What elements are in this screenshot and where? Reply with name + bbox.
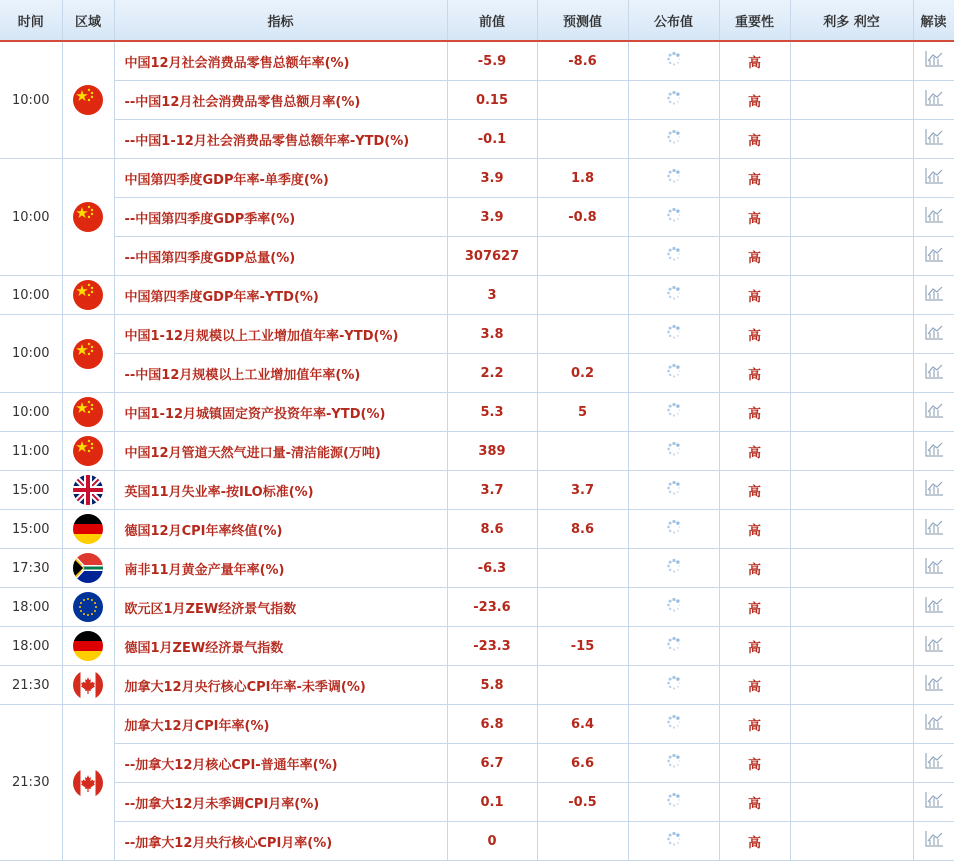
loading-spinner-icon (666, 129, 682, 149)
impact-cell (790, 549, 913, 588)
analysis-cell[interactable] (913, 237, 954, 276)
table-row (0, 276, 954, 315)
region-flag (62, 432, 114, 471)
actual-value (628, 237, 719, 276)
flag-cn-icon (73, 85, 103, 115)
loading-spinner-icon (666, 207, 682, 227)
previous-value: 3.9 (447, 159, 537, 198)
chart-analysis-icon[interactable] (924, 50, 944, 72)
loading-spinner-icon (666, 831, 682, 851)
actual-value (628, 432, 719, 471)
event-time: 10:00 (0, 41, 62, 159)
indicator-name[interactable]: 中国1-12月规模以上工业增加值年率-YTD(%) (114, 315, 447, 354)
analysis-cell[interactable] (913, 354, 954, 393)
indicator-name[interactable]: 加拿大12月CPI年率(%) (114, 705, 447, 744)
impact-cell (790, 588, 913, 627)
analysis-cell[interactable] (913, 159, 954, 198)
indicator-name[interactable]: --中国第四季度GDP季率(%) (114, 198, 447, 237)
event-time: 10:00 (0, 315, 62, 393)
chart-analysis-icon[interactable] (924, 323, 944, 345)
chart-analysis-icon[interactable] (924, 440, 944, 462)
analysis-cell[interactable] (913, 783, 954, 822)
loading-spinner-icon (666, 90, 682, 110)
indicator-name[interactable]: 德国12月CPI年率终值(%) (114, 510, 447, 549)
loading-spinner-icon (666, 480, 682, 500)
analysis-cell[interactable] (913, 81, 954, 120)
flag-de-icon (73, 514, 103, 544)
actual-value (628, 315, 719, 354)
chart-analysis-icon[interactable] (924, 791, 944, 813)
header-actual: 公布值 (628, 0, 719, 41)
importance-level: 高 (719, 159, 790, 198)
actual-value (628, 822, 719, 861)
chart-analysis-icon[interactable] (924, 713, 944, 735)
table-row (0, 354, 954, 393)
indicator-name[interactable]: 中国12月管道天然气进口量-清洁能源(万吨) (114, 432, 447, 471)
previous-value: -5.9 (447, 41, 537, 81)
chart-analysis-icon[interactable] (924, 830, 944, 852)
header-indicator: 指标 (114, 0, 447, 41)
impact-cell (790, 198, 913, 237)
forecast-value: 1.8 (537, 159, 628, 198)
forecast-value: -15 (537, 627, 628, 666)
event-time: 10:00 (0, 393, 62, 432)
previous-value: 6.8 (447, 705, 537, 744)
region-flag (62, 666, 114, 705)
flag-za-icon (73, 553, 103, 583)
indicator-name[interactable]: 德国1月ZEW经济景气指数 (114, 627, 447, 666)
chart-analysis-icon[interactable] (924, 206, 944, 228)
analysis-cell[interactable] (913, 432, 954, 471)
table-body (0, 41, 954, 861)
flag-cn-icon (73, 202, 103, 232)
flag-cn-icon (73, 436, 103, 466)
loading-spinner-icon (666, 636, 682, 656)
forecast-value: 3.7 (537, 471, 628, 510)
impact-cell (790, 276, 913, 315)
importance-level: 高 (719, 198, 790, 237)
actual-value (628, 198, 719, 237)
loading-spinner-icon (666, 519, 682, 539)
flag-ca-icon (73, 768, 103, 798)
loading-spinner-icon (666, 402, 682, 422)
previous-value: 2.2 (447, 354, 537, 393)
indicator-name[interactable]: --中国第四季度GDP总量(%) (114, 237, 447, 276)
indicator-name[interactable]: --加拿大12月央行核心CPI月率(%) (114, 822, 447, 861)
event-time: 10:00 (0, 159, 62, 276)
table-row (0, 549, 954, 588)
forecast-value (537, 315, 628, 354)
flag-uk-icon (73, 475, 103, 505)
table-row (0, 432, 954, 471)
region-flag (62, 41, 114, 159)
chart-analysis-icon[interactable] (924, 362, 944, 384)
indicator-name[interactable]: --加拿大12月核心CPI-普通年率(%) (114, 744, 447, 783)
loading-spinner-icon (666, 441, 682, 461)
table-row (0, 471, 954, 510)
impact-cell (790, 471, 913, 510)
previous-value: 8.6 (447, 510, 537, 549)
actual-value (628, 120, 719, 159)
forecast-value (537, 81, 628, 120)
impact-cell (790, 354, 913, 393)
impact-cell (790, 744, 913, 783)
flag-cn-icon (73, 397, 103, 427)
forecast-value (537, 276, 628, 315)
indicator-name[interactable]: 中国第四季度GDP年率-YTD(%) (114, 276, 447, 315)
analysis-cell[interactable] (913, 627, 954, 666)
loading-spinner-icon (666, 51, 682, 71)
forecast-value (537, 666, 628, 705)
table-row (0, 666, 954, 705)
importance-level: 高 (719, 627, 790, 666)
impact-cell (790, 81, 913, 120)
previous-value: -0.1 (447, 120, 537, 159)
actual-value (628, 549, 719, 588)
forecast-value: 0.2 (537, 354, 628, 393)
importance-level: 高 (719, 81, 790, 120)
previous-value: 389 (447, 432, 537, 471)
table-row (0, 783, 954, 822)
flag-de-icon (73, 631, 103, 661)
previous-value: -6.3 (447, 549, 537, 588)
chart-analysis-icon[interactable] (924, 401, 944, 423)
flag-ca-icon (73, 670, 103, 700)
loading-spinner-icon (666, 246, 682, 266)
impact-cell (790, 315, 913, 354)
analysis-cell[interactable] (913, 822, 954, 861)
importance-level: 高 (719, 237, 790, 276)
loading-spinner-icon (666, 675, 682, 695)
previous-value: 5.8 (447, 666, 537, 705)
flag-cn-icon (73, 339, 103, 369)
previous-value: 3.9 (447, 198, 537, 237)
chart-analysis-icon[interactable] (924, 245, 944, 267)
analysis-cell[interactable] (913, 510, 954, 549)
chart-analysis-icon[interactable] (924, 674, 944, 696)
actual-value (628, 81, 719, 120)
impact-cell (790, 627, 913, 666)
forecast-value (537, 588, 628, 627)
chart-analysis-icon[interactable] (924, 167, 944, 189)
flag-eu-icon (73, 592, 103, 622)
indicator-name[interactable]: 中国1-12月城镇固定资产投资年率-YTD(%) (114, 393, 447, 432)
impact-cell (790, 822, 913, 861)
importance-level: 高 (719, 549, 790, 588)
event-time: 10:00 (0, 276, 62, 315)
table-row (0, 41, 954, 81)
analysis-cell[interactable] (913, 666, 954, 705)
event-time: 15:00 (0, 471, 62, 510)
event-time: 21:30 (0, 705, 62, 861)
region-flag (62, 276, 114, 315)
indicator-name[interactable]: 英国11月失业率-按ILO标准(%) (114, 471, 447, 510)
region-flag (62, 393, 114, 432)
chart-analysis-icon[interactable] (924, 557, 944, 579)
importance-level: 高 (719, 822, 790, 861)
table-row (0, 705, 954, 744)
impact-cell (790, 432, 913, 471)
chart-analysis-icon[interactable] (924, 518, 944, 540)
previous-value: 0.1 (447, 783, 537, 822)
previous-value: 3 (447, 276, 537, 315)
forecast-value: -0.5 (537, 783, 628, 822)
forecast-value: -0.8 (537, 198, 628, 237)
forecast-value: 6.6 (537, 744, 628, 783)
indicator-name[interactable]: --中国12月规模以上工业增加值年率(%) (114, 354, 447, 393)
table-row (0, 81, 954, 120)
table-row (0, 120, 954, 159)
region-flag (62, 627, 114, 666)
header-time: 时间 (0, 0, 62, 41)
loading-spinner-icon (666, 792, 682, 812)
table-row (0, 822, 954, 861)
table-row (0, 198, 954, 237)
header-analysis: 解读 (913, 0, 954, 41)
analysis-cell[interactable] (913, 744, 954, 783)
impact-cell (790, 783, 913, 822)
event-time: 18:00 (0, 588, 62, 627)
header-region: 区域 (62, 0, 114, 41)
chart-analysis-icon[interactable] (924, 128, 944, 150)
analysis-cell[interactable] (913, 588, 954, 627)
actual-value (628, 159, 719, 198)
impact-cell (790, 41, 913, 81)
actual-value (628, 354, 719, 393)
analysis-cell[interactable] (913, 705, 954, 744)
impact-cell (790, 393, 913, 432)
region-flag (62, 315, 114, 393)
previous-value: -23.3 (447, 627, 537, 666)
indicator-name[interactable]: 南非11月黄金产量年率(%) (114, 549, 447, 588)
analysis-cell[interactable] (913, 198, 954, 237)
indicator-name[interactable]: 加拿大12月央行核心CPI年率-未季调(%) (114, 666, 447, 705)
chart-analysis-icon[interactable] (924, 752, 944, 774)
flag-cn-icon (73, 280, 103, 310)
header-previous: 前值 (447, 0, 537, 41)
table-row (0, 159, 954, 198)
chart-analysis-icon[interactable] (924, 89, 944, 111)
loading-spinner-icon (666, 363, 682, 383)
region-flag (62, 705, 114, 861)
actual-value (628, 588, 719, 627)
previous-value: 6.7 (447, 744, 537, 783)
event-time: 18:00 (0, 627, 62, 666)
table-header-row (0, 0, 954, 41)
forecast-value: 8.6 (537, 510, 628, 549)
actual-value (628, 666, 719, 705)
forecast-value (537, 237, 628, 276)
importance-level: 高 (719, 41, 790, 81)
region-flag (62, 471, 114, 510)
table-row (0, 393, 954, 432)
actual-value (628, 510, 719, 549)
actual-value (628, 705, 719, 744)
region-flag (62, 159, 114, 276)
analysis-cell[interactable] (913, 549, 954, 588)
forecast-value: 5 (537, 393, 628, 432)
importance-level: 高 (719, 354, 790, 393)
event-time: 21:30 (0, 666, 62, 705)
header-impact: 利多 利空 (790, 0, 913, 41)
previous-value: 3.8 (447, 315, 537, 354)
indicator-name[interactable]: --加拿大12月未季调CPI月率(%) (114, 783, 447, 822)
event-time: 15:00 (0, 510, 62, 549)
indicator-name[interactable]: 中国12月社会消费品零售总额年率(%) (114, 41, 447, 81)
previous-value: 3.7 (447, 471, 537, 510)
impact-cell (790, 510, 913, 549)
chart-analysis-icon[interactable] (924, 635, 944, 657)
actual-value (628, 276, 719, 315)
loading-spinner-icon (666, 558, 682, 578)
indicator-name[interactable]: --中国1-12月社会消费品零售总额年率-YTD(%) (114, 120, 447, 159)
loading-spinner-icon (666, 324, 682, 344)
impact-cell (790, 120, 913, 159)
importance-level: 高 (719, 744, 790, 783)
table-row (0, 588, 954, 627)
importance-level: 高 (719, 783, 790, 822)
header-importance: 重要性 (719, 0, 790, 41)
actual-value (628, 393, 719, 432)
impact-cell (790, 666, 913, 705)
analysis-cell[interactable] (913, 471, 954, 510)
region-flag (62, 588, 114, 627)
event-time: 11:00 (0, 432, 62, 471)
indicator-name[interactable]: 欧元区1月ZEW经济景气指数 (114, 588, 447, 627)
impact-cell (790, 705, 913, 744)
loading-spinner-icon (666, 753, 682, 773)
importance-level: 高 (719, 588, 790, 627)
analysis-cell[interactable] (913, 393, 954, 432)
previous-value: 0 (447, 822, 537, 861)
previous-value: 307627 (447, 237, 537, 276)
forecast-value (537, 432, 628, 471)
indicator-name[interactable]: 中国第四季度GDP年率-单季度(%) (114, 159, 447, 198)
importance-level: 高 (719, 705, 790, 744)
analysis-cell[interactable] (913, 41, 954, 81)
chart-analysis-icon[interactable] (924, 284, 944, 306)
forecast-value (537, 549, 628, 588)
actual-value (628, 744, 719, 783)
region-flag (62, 510, 114, 549)
header-forecast: 预测值 (537, 0, 628, 41)
table-row (0, 510, 954, 549)
actual-value (628, 783, 719, 822)
forecast-value: 6.4 (537, 705, 628, 744)
previous-value: 5.3 (447, 393, 537, 432)
previous-value: -23.6 (447, 588, 537, 627)
loading-spinner-icon (666, 285, 682, 305)
forecast-value (537, 822, 628, 861)
impact-cell (790, 159, 913, 198)
loading-spinner-icon (666, 168, 682, 188)
event-time: 17:30 (0, 549, 62, 588)
table-row (0, 237, 954, 276)
forecast-value: -8.6 (537, 41, 628, 81)
importance-level: 高 (719, 120, 790, 159)
region-flag (62, 549, 114, 588)
actual-value (628, 471, 719, 510)
chart-analysis-icon[interactable] (924, 479, 944, 501)
table-row (0, 315, 954, 354)
indicator-name[interactable]: --中国12月社会消费品零售总额月率(%) (114, 81, 447, 120)
analysis-cell[interactable] (913, 120, 954, 159)
actual-value (628, 627, 719, 666)
importance-level: 高 (719, 471, 790, 510)
analysis-cell[interactable] (913, 276, 954, 315)
importance-level: 高 (719, 666, 790, 705)
importance-level: 高 (719, 315, 790, 354)
actual-value (628, 41, 719, 81)
analysis-cell[interactable] (913, 315, 954, 354)
importance-level: 高 (719, 510, 790, 549)
forecast-value (537, 120, 628, 159)
importance-level: 高 (719, 393, 790, 432)
table-row (0, 744, 954, 783)
chart-analysis-icon[interactable] (924, 596, 944, 618)
impact-cell (790, 237, 913, 276)
previous-value: 0.15 (447, 81, 537, 120)
loading-spinner-icon (666, 714, 682, 734)
table-row (0, 627, 954, 666)
importance-level: 高 (719, 276, 790, 315)
loading-spinner-icon (666, 597, 682, 617)
importance-level: 高 (719, 432, 790, 471)
